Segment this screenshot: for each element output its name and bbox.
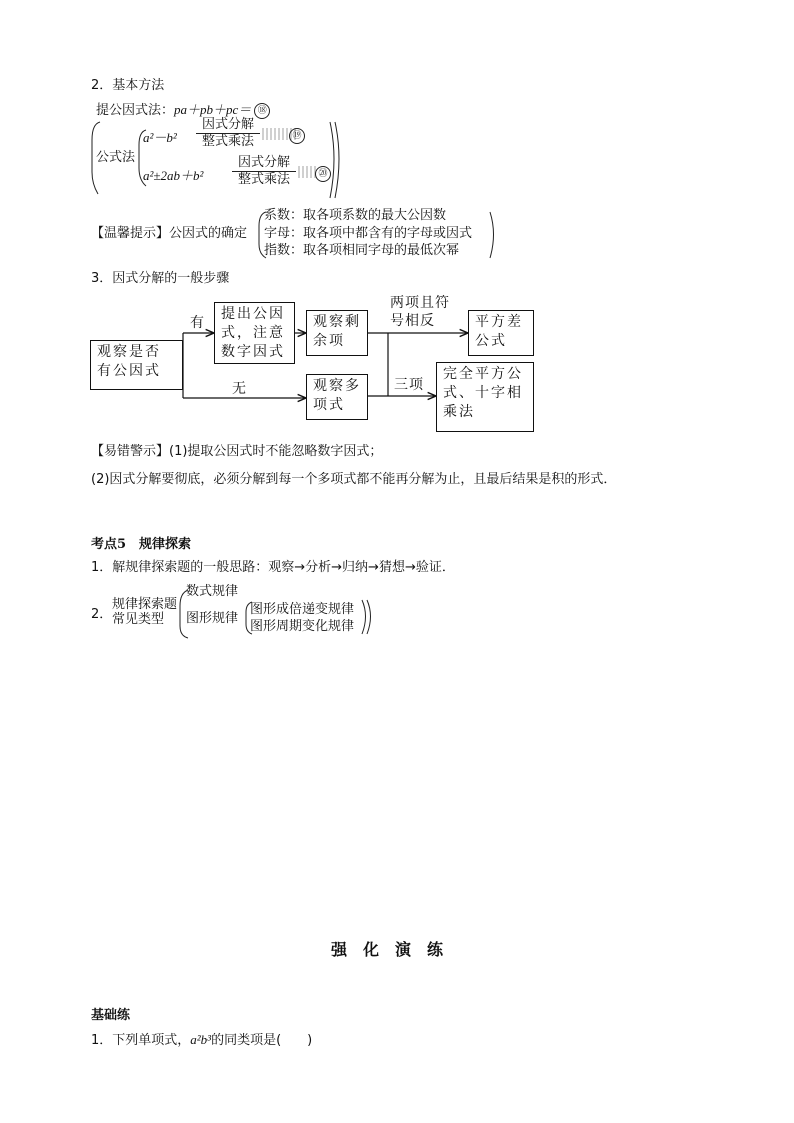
multiply-label-1: 整式乘法 bbox=[201, 134, 254, 150]
flow-box-diff-squares: 平方差公式 bbox=[468, 310, 534, 356]
factor-label-2: 因式分解 bbox=[237, 155, 290, 170]
warning-line-1: (1)提取公因式时不能忽略数字因式； bbox=[169, 444, 383, 459]
factor-label-1: 因式分解 bbox=[201, 117, 254, 132]
extract-label: 提公因式法： bbox=[96, 103, 175, 118]
tip-item-exponent: 指数：取各项相同字母的最低次幂 bbox=[264, 243, 460, 258]
kaodian5-heading: 考点5 规律探索 bbox=[91, 537, 192, 552]
tip-item-coefficient: 系数：取各项系数的最大公因数 bbox=[264, 208, 447, 223]
kaodian5-line-1: 1．解规律探索题的一般思路：观察→分析→归纳→猜想→验证． bbox=[91, 560, 455, 575]
flow-box-extract-common: 提出公因式，注意数字因式 bbox=[214, 302, 295, 364]
question-1-expr: a²b³ bbox=[190, 1032, 212, 1047]
rule-figure: 图形规律 bbox=[186, 611, 239, 626]
formula-label: 公式法 bbox=[96, 150, 136, 165]
tip-label: 【温馨提示】 bbox=[91, 226, 170, 241]
kaodian5-item2-label-1: 规律探索题 bbox=[112, 597, 178, 612]
methods-heading: 2．基本方法 bbox=[91, 78, 165, 93]
warning-label: 【易错警示】 bbox=[91, 444, 170, 459]
steps-heading: 3．因式分解的一般步骤 bbox=[91, 271, 230, 286]
kaodian5-item2-num: 2． bbox=[91, 607, 113, 622]
flow-box-observe-remaining: 观察剩余项 bbox=[306, 310, 368, 356]
answer-blank-18: ⑱ bbox=[254, 103, 270, 119]
flow-box-perfect-square: 完全平方公式、十字相乘法 bbox=[436, 362, 534, 432]
flow-box-observe-poly: 观察多项式 bbox=[306, 374, 368, 420]
question-1-suffix: 的同类项是( ) bbox=[211, 1033, 313, 1048]
rule-number: 数式规律 bbox=[186, 584, 239, 599]
warning-row-1 bbox=[91, 444, 382, 460]
multiply-label-2: 整式乘法 bbox=[237, 172, 290, 188]
figure-sub-doubling: 图形成倍递变规律 bbox=[250, 602, 355, 617]
tip-item-letter: 字母：取各项中都含有的字母或因式 bbox=[264, 226, 473, 241]
flow-label-two-terms: 两项且符号相反 bbox=[390, 295, 450, 330]
formula-expr-2: a²±2ab＋b² bbox=[143, 168, 204, 183]
figure-sub-periodic: 图形周期变化规律 bbox=[250, 619, 355, 634]
extract-expr: pa＋pb＋pc＝ bbox=[174, 102, 252, 117]
formula-expr-1: a²－b² bbox=[143, 130, 177, 145]
answer-blank-20: ⑳ bbox=[315, 166, 331, 182]
flow-label-no: 无 bbox=[232, 381, 247, 397]
answer-blank-19: ⑲ bbox=[289, 128, 305, 144]
flow-box-observe-common: 观察是否有公因式 bbox=[90, 340, 183, 390]
flow-label-three-terms: 三项 bbox=[394, 377, 424, 393]
warning-line-2: (2)因式分解要彻底，必须分解到每一个多项式都不能再分解为止，且最后结果是积的形式． bbox=[91, 472, 617, 487]
practice-section: 基础练 bbox=[91, 1008, 131, 1023]
practice-title: 强 化 演 练 bbox=[331, 940, 444, 959]
tip-lead: 公因式的确定 bbox=[169, 226, 248, 241]
kaodian5-item2-label-2: 常见类型 bbox=[112, 612, 165, 627]
question-1 bbox=[91, 1032, 312, 1049]
question-1-prefix: 1．下列单项式， bbox=[91, 1033, 191, 1048]
flow-label-yes: 有 bbox=[190, 315, 205, 331]
